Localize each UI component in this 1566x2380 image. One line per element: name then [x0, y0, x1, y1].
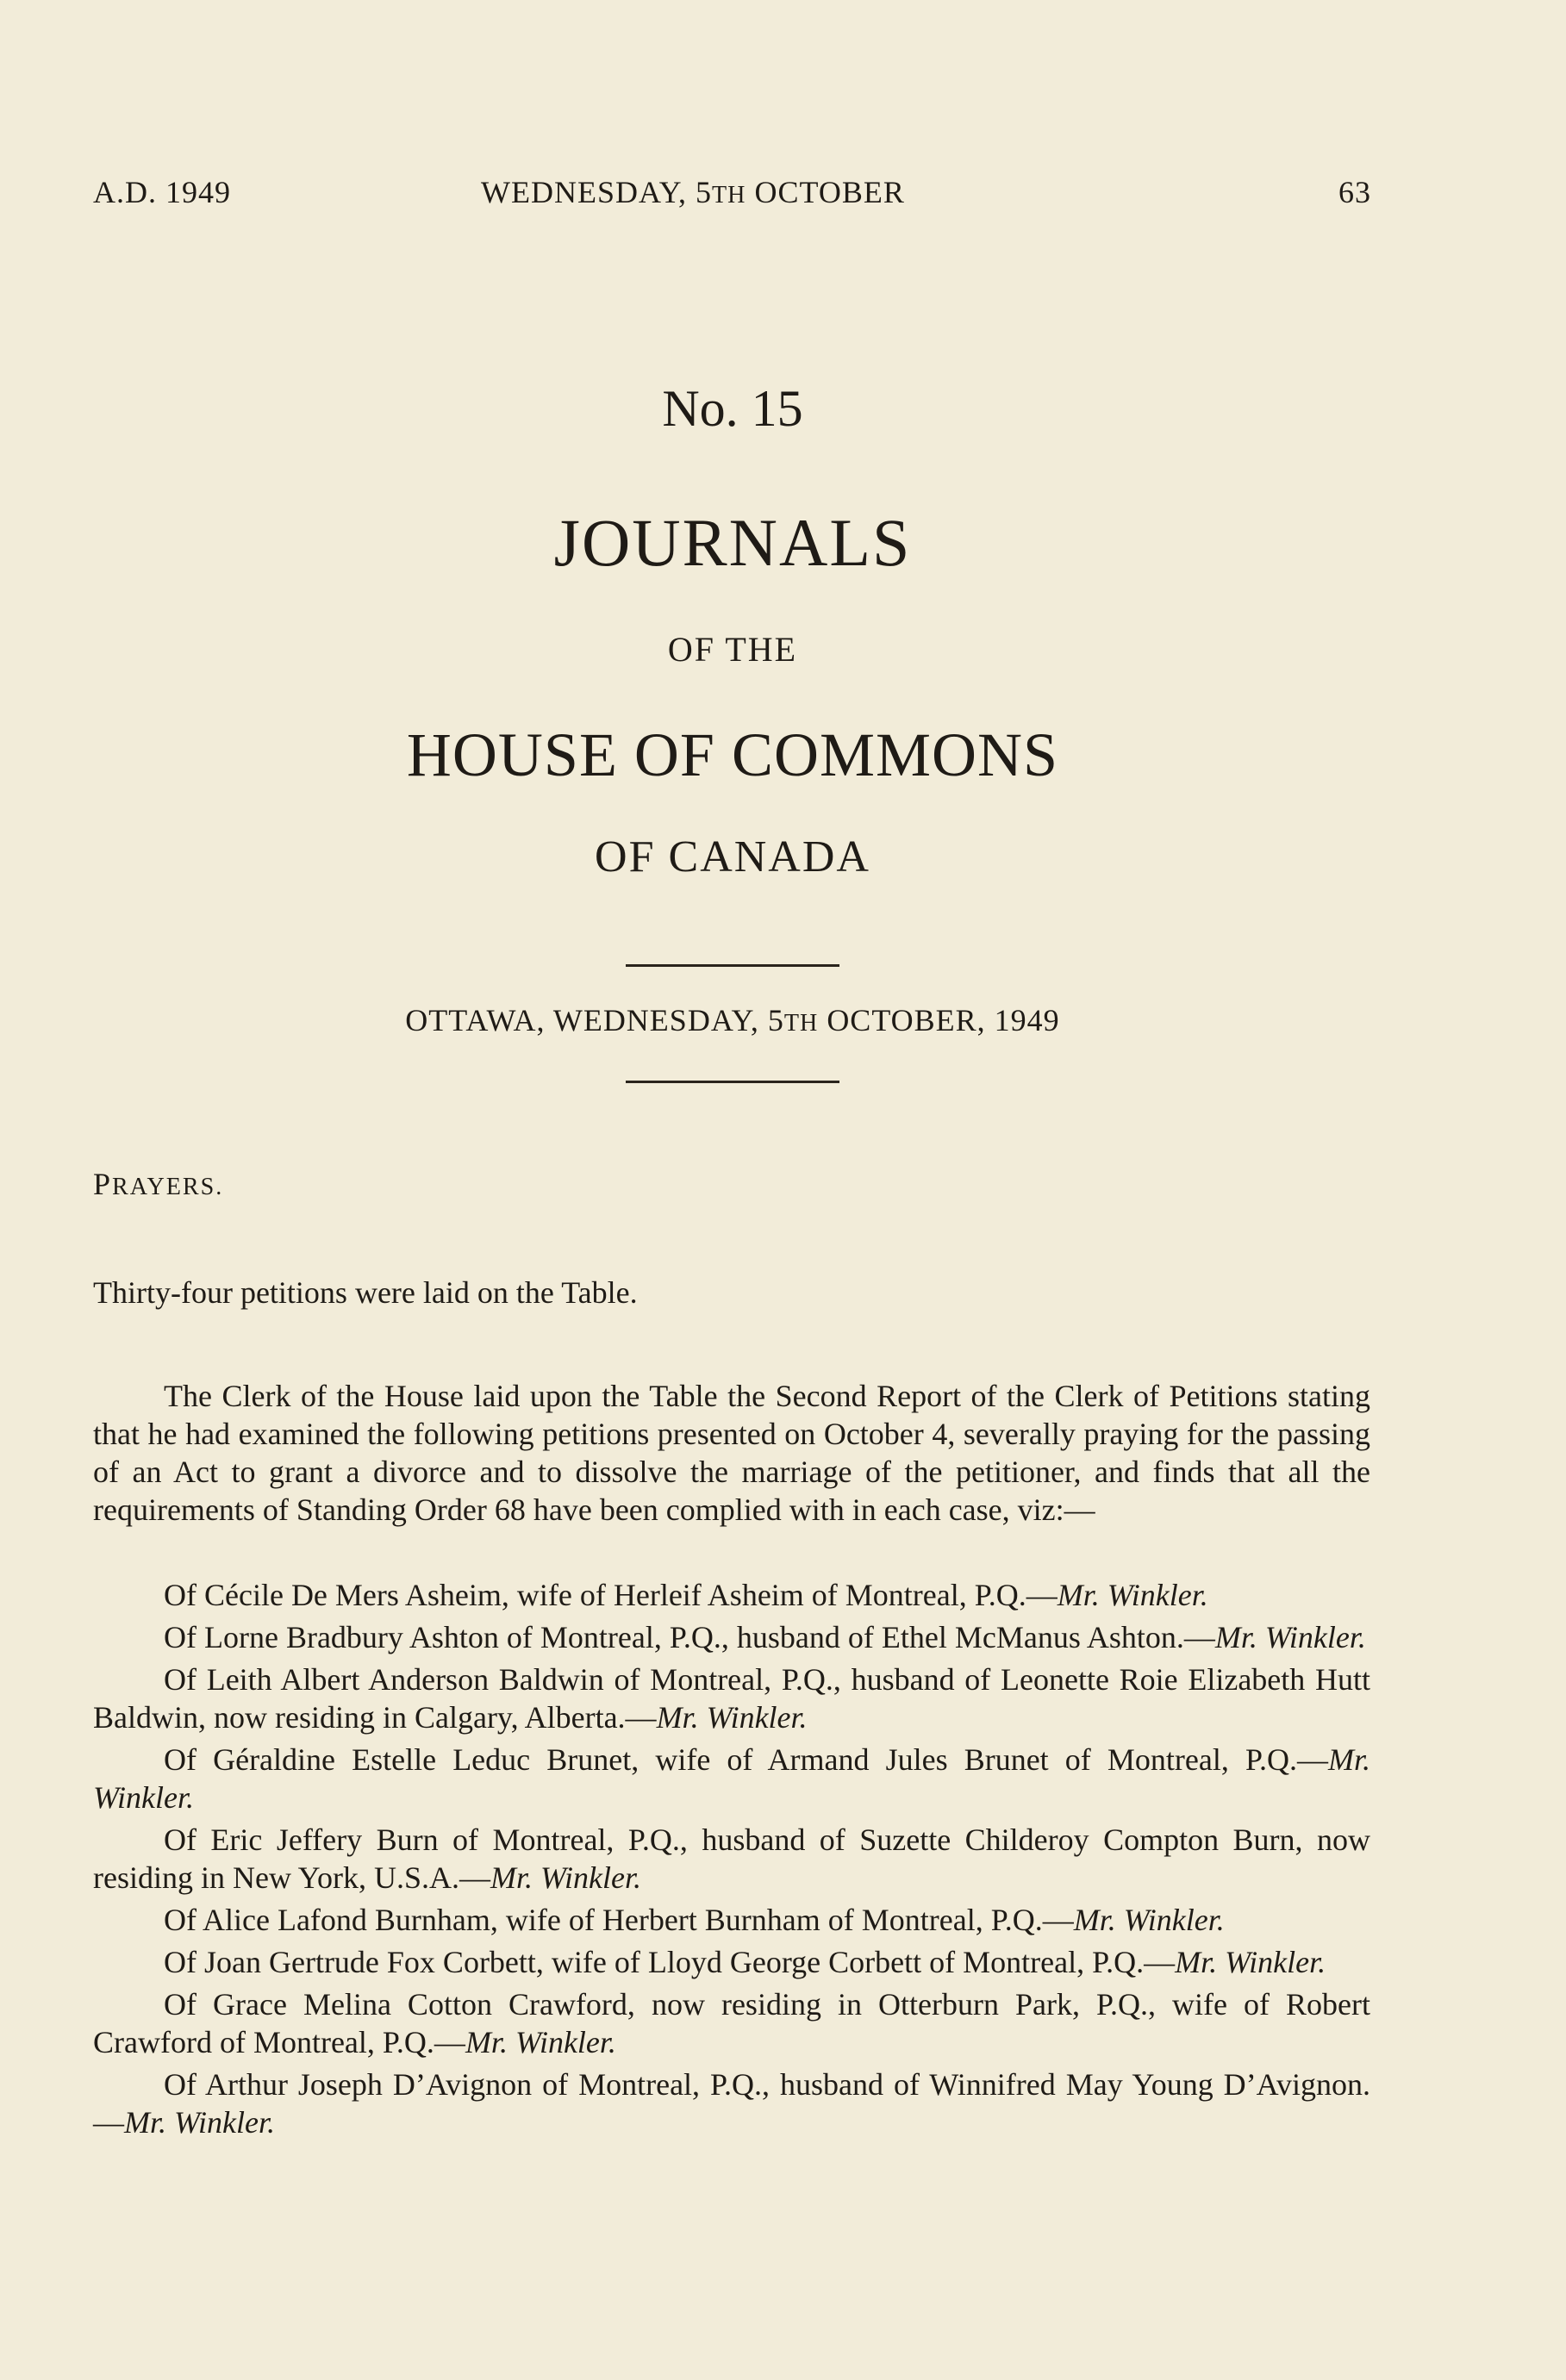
header-date: [481, 174, 905, 210]
petition-text: Of Cécile De Mers Asheim, wife of Herleif Asheim of Montreal, P.Q.—: [164, 1578, 1058, 1612]
dateline-prefix: OTTAWA, WEDNESDAY, 5: [405, 1003, 784, 1037]
header-year: A.D. 1949: [93, 175, 231, 209]
page-number: 63: [1338, 175, 1371, 209]
petition-entry: [93, 1901, 1370, 1939]
clerk-report-paragraph: The Clerk of the House laid upon the Table the Second Report of the Clerk of Petitions stating that he had examined the following petitions presented on October 4, severally praying for the passing of an Act to grant a divorce and to dissolve the marriage of the petitioner, and finds that all the requirements of Standing Order 68 have been complied with in each case, viz:—: [93, 1379, 1370, 1527]
petition-mover: Mr. Winkler.: [490, 1860, 642, 1895]
header-date-ordinal: TH: [712, 182, 746, 209]
prayers-initial: P: [93, 1167, 113, 1201]
petition-entry: [93, 1576, 1370, 1614]
petition-entry: [93, 1985, 1370, 2061]
petition-mover: Mr. Winkler.: [465, 2025, 616, 2059]
header-date-prefix: WEDNESDAY, 5: [481, 175, 713, 209]
petition-mover: Mr. Winkler.: [1057, 1578, 1208, 1612]
title-journals: JOURNALS: [553, 505, 912, 580]
prayers-heading: [93, 1165, 1370, 1206]
petition-entry: [93, 1821, 1370, 1897]
title-house-of-commons: HOUSE OF COMMONS: [406, 720, 1059, 789]
petition-entry: [93, 1943, 1370, 1981]
title-of-canada: OF CANADA: [595, 832, 870, 882]
petition-mover: Mr. Winkler.: [1175, 1945, 1326, 1979]
petition-mover: Mr. Winkler.: [656, 1700, 808, 1735]
header-date-month: OCTOBER: [746, 175, 905, 209]
prayers-rest: RAYERS.: [112, 1174, 224, 1200]
title-of-the: OF THE: [667, 630, 798, 669]
petitions-laid-paragraph: Thirty-four petitions were laid on the Table.: [93, 1275, 638, 1310]
petition-entry: [93, 1741, 1370, 1816]
petition-text: Of Alice Lafond Burnham, wife of Herbert Burnham of Montreal, P.Q.—: [164, 1903, 1074, 1937]
petition-mover: Mr. Winkler.: [124, 2105, 275, 2140]
petition-text: Of Arthur Joseph D’Avignon of Montreal, P.Q., husband of Winnifred May Young D’Avignon.—: [93, 2067, 1370, 2140]
petition-entry: [93, 2065, 1370, 2141]
petition-entry: [93, 1660, 1370, 1736]
dateline-rest: OCTOBER, 1949: [818, 1003, 1060, 1037]
petition-text: Of Eric Jeffery Burn of Montreal, P.Q., husband of Suzette Childeroy Compton Burn, now residing in New York, U.S.A.—: [93, 1822, 1370, 1895]
petition-text: Of Lorne Bradbury Ashton of Montreal, P.Q., husband of Ethel McManus Ashton.—: [164, 1620, 1215, 1654]
journal-number: No. 15: [662, 380, 803, 437]
petition-text: Of Grace Melina Cotton Crawford, now residing in Otterburn Park, P.Q., wife of Robert Crawford of Montreal, P.Q.—: [93, 1987, 1370, 2059]
petition-text: Of Géraldine Estelle Leduc Brunet, wife of Armand Jules Brunet of Montreal, P.Q.—: [164, 1742, 1328, 1777]
petition-list: [93, 1576, 1370, 2146]
petition-text: Of Leith Albert Anderson Baldwin of Montreal, P.Q., husband of Leonette Roie Elizabeth Hutt Baldwin, now residing in Calgary, Alberta.—: [93, 1662, 1370, 1735]
running-head: [93, 174, 1371, 217]
divider-rule-bottom: [626, 1081, 839, 1083]
petition-entry: [93, 1618, 1370, 1656]
petition-mover: Mr. Winkler.: [93, 1742, 1370, 1815]
petition-mover: Mr. Winkler.: [1214, 1620, 1366, 1654]
divider-rule-top: [626, 964, 839, 967]
petition-mover: Mr. Winkler.: [1073, 1903, 1225, 1937]
petition-text: Of Joan Gertrude Fox Corbett, wife of Lloyd George Corbett of Montreal, P.Q.—: [164, 1945, 1176, 1979]
dateline: [0, 1002, 1465, 1038]
dateline-ordinal: TH: [783, 1010, 819, 1037]
